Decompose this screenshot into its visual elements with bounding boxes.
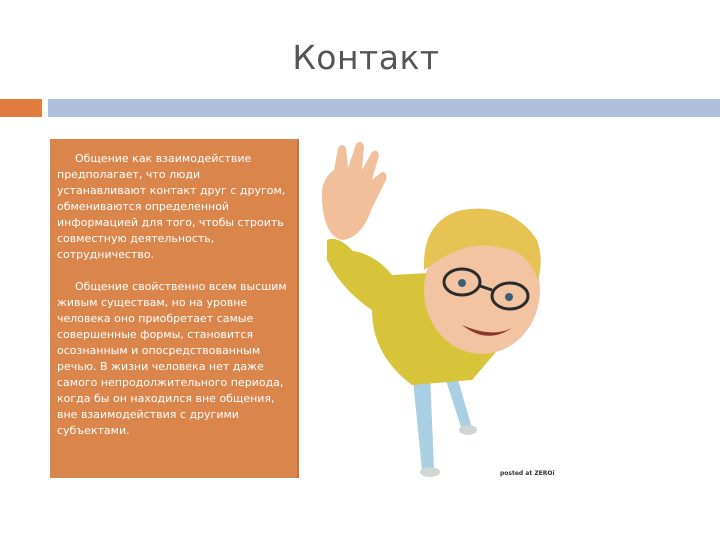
text-panel — [50, 139, 297, 478]
accent-bar-blue — [48, 99, 720, 117]
waving-person-photo — [312, 140, 568, 484]
paragraph-2: Общение свойственно всем высшим живым существам, но на уровне человека оно приобретает самые совершенные формы, становится осознанным и опосредствованным речью. В жизни человека нет даже самого непродолжительного периода, когда бы он находился вне общения, вне взаимодействия с другими субъектами. — [57, 280, 287, 437]
accent-bar-orange — [0, 99, 42, 117]
photo-caption: posted at ZEROi — [500, 470, 555, 477]
paragraph-1: Общение как взаимодействие предполагает, что люди устанавливают контакт друг с другом, обмениваются определенной информацией для того, чтобы строить совместную деятельность, сотрудничество. — [57, 152, 286, 261]
slide-title: Контакт — [292, 38, 440, 77]
